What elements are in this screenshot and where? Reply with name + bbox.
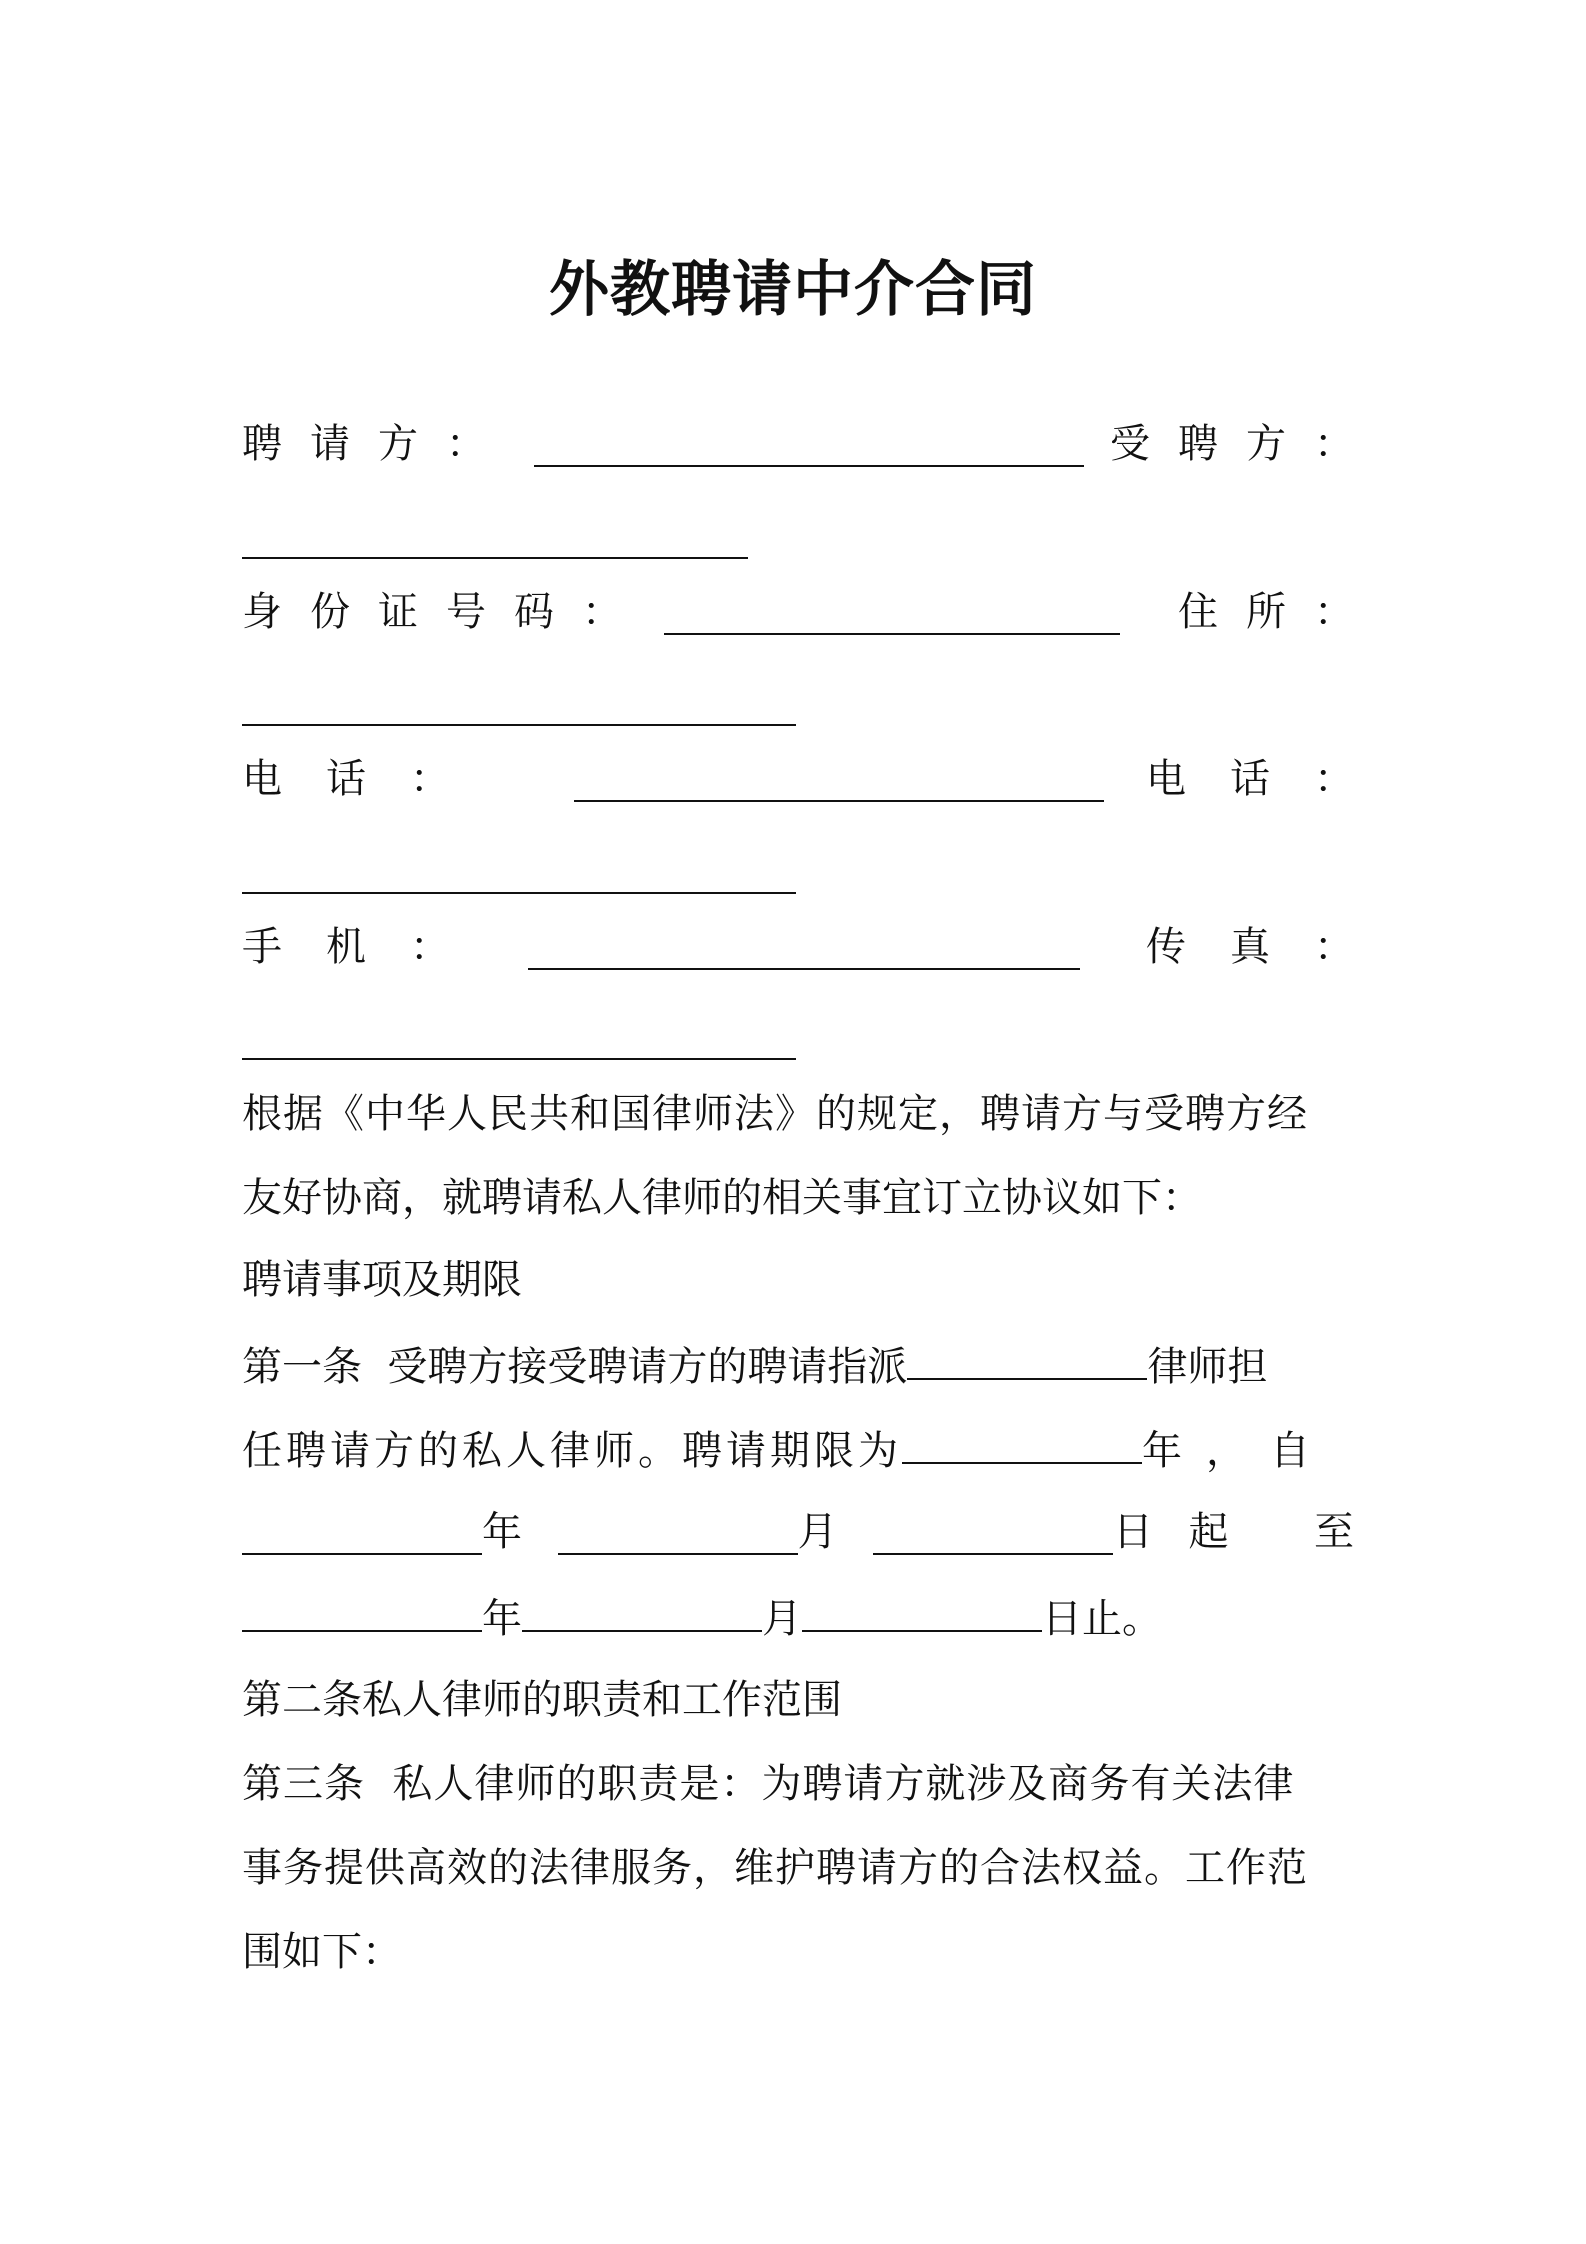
address-label: 住所： — [1178, 589, 1382, 635]
article-3-line-2: 事务提供高效的法律服务，维护聘请方的合法权益。工作范 — [242, 1845, 1308, 1891]
mobile-blank[interactable] — [528, 924, 1080, 970]
start-month-blank[interactable] — [558, 1509, 798, 1555]
start-day-blank[interactable] — [873, 1509, 1113, 1555]
section-heading: 聘请事项及期限 — [242, 1257, 522, 1303]
fax-blank[interactable] — [242, 1058, 796, 1060]
start-year-label: 年 — [482, 1509, 522, 1555]
row-id — [242, 582, 1382, 642]
intro-line-2: 友好协商，就聘请私人律师的相关事宜订立协议如下： — [242, 1175, 1202, 1221]
start-month-label: 月 — [797, 1509, 838, 1555]
end-month-label: 月 — [762, 1596, 802, 1642]
article-1-line-2-end: 年，自 — [1142, 1428, 1334, 1474]
id-blank[interactable] — [664, 589, 1120, 635]
phone-label: 电话： — [242, 756, 494, 802]
end-year-blank[interactable] — [242, 1586, 482, 1632]
lawyer-name-blank[interactable] — [907, 1334, 1147, 1380]
article-3-line-1: 第三条 私人律师的职责是：为聘请方就涉及商务有关法律 — [242, 1761, 1295, 1807]
article-1-line-3 — [242, 1502, 1374, 1562]
term-years-blank[interactable] — [902, 1418, 1142, 1464]
article-2: 第二条私人律师的职责和工作范围 — [242, 1677, 842, 1723]
row-mobile — [242, 917, 1398, 977]
article-1-line-2-text: 任聘请方的私人律师。聘请期限为 — [242, 1428, 902, 1474]
end-year-label: 年 — [482, 1596, 522, 1642]
end-day-blank[interactable] — [802, 1586, 1042, 1632]
fax-label: 传真： — [1146, 924, 1398, 970]
employee-blank[interactable] — [242, 557, 748, 559]
id-label: 身份证号码： — [242, 589, 650, 635]
start-day-label: 日 — [1113, 1509, 1154, 1555]
article-1-line-2 — [242, 1418, 1354, 1478]
row-employer — [242, 414, 1382, 474]
document-title: 外教聘请中介合同 — [549, 255, 1037, 325]
start-year-blank[interactable] — [242, 1509, 482, 1555]
phone-blank[interactable] — [574, 756, 1104, 802]
row-phone — [242, 749, 1398, 809]
intro-line-1: 根据《中华人民共和国律师法》的规定，聘请方与受聘方经 — [242, 1091, 1308, 1137]
end-month-blank[interactable] — [522, 1586, 762, 1632]
employee-label: 受聘方： — [1110, 421, 1382, 467]
article-1-line-4 — [242, 1586, 1354, 1646]
start-to-label: 起 至 — [1188, 1509, 1374, 1555]
article-1-text-end: 律师担 — [1147, 1344, 1268, 1390]
phone2-label: 电话： — [1146, 756, 1398, 802]
phone2-blank[interactable] — [242, 892, 796, 894]
end-day-label: 日止。 — [1042, 1596, 1162, 1642]
article-1-line-1 — [242, 1334, 1354, 1394]
address-blank[interactable] — [242, 724, 796, 726]
employer-blank[interactable] — [534, 421, 1084, 467]
article-3-line-3: 围如下： — [242, 1929, 402, 1975]
employer-label: 聘请方： — [242, 421, 514, 467]
mobile-label: 手机： — [242, 924, 494, 970]
article-1-text: 第一条 受聘方接受聘请方的聘请指派 — [242, 1344, 908, 1390]
